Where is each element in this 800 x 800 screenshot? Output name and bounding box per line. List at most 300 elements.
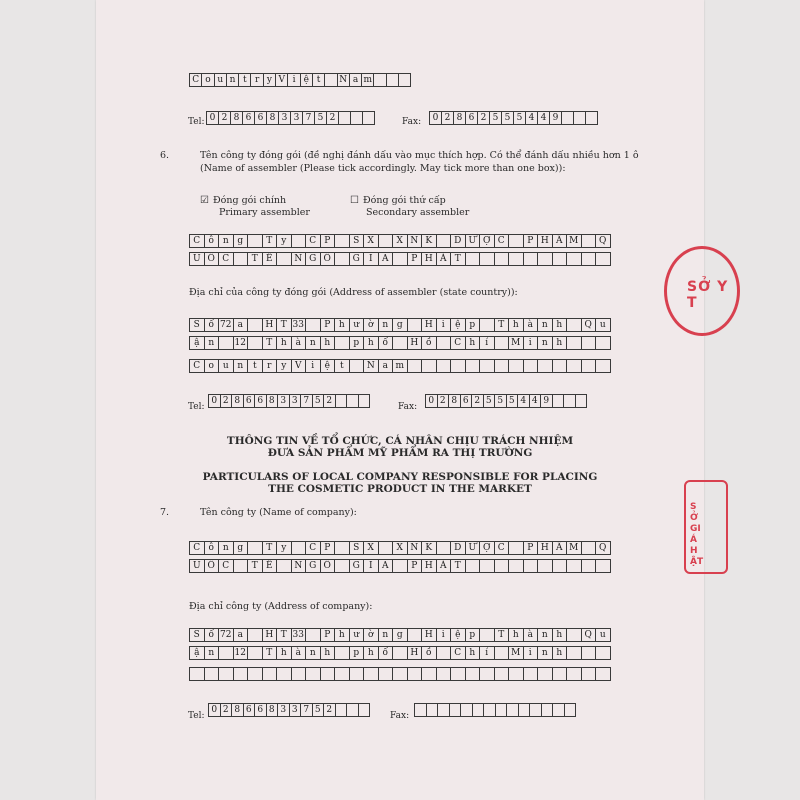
form-cell: [495, 253, 510, 266]
form-cell: M: [509, 647, 524, 660]
form-cell: 72: [219, 319, 234, 332]
form-cell: [565, 704, 577, 717]
form-cell: [336, 704, 348, 717]
form-cell: [399, 74, 411, 87]
heading-vi-line1: THÔNG TIN VỀ TỔ CHỨC, CÁ NHÂN CHỊU TRÁCH NHIỆM: [226, 435, 574, 447]
form-cell: ệ: [451, 319, 466, 332]
form-cell: g: [393, 629, 408, 642]
form-cell: H: [422, 629, 437, 642]
form-cell: ố: [379, 647, 394, 660]
form-cell: T: [248, 560, 263, 573]
form-cell: g: [234, 235, 249, 248]
form-cell: h: [553, 647, 568, 660]
form-cell: 3: [278, 395, 290, 408]
form-cell: [596, 560, 611, 573]
form-cell: [495, 560, 510, 573]
form-cell: 2: [478, 112, 490, 125]
form-cell: ậ: [190, 647, 205, 660]
form-cell: [292, 668, 307, 681]
form-cell: 5: [313, 704, 325, 717]
form-cell: 2: [221, 395, 233, 408]
form-cell: 3: [290, 395, 302, 408]
form-cell: n: [306, 647, 321, 660]
form-cell: 6: [244, 704, 256, 717]
form-cell: I: [364, 253, 379, 266]
form-cell: Ế: [263, 560, 278, 573]
form-cell: P: [321, 235, 336, 248]
form-cell: [596, 360, 611, 373]
form-cell: [524, 560, 539, 573]
form-cell: C: [190, 542, 205, 555]
form-cell: X: [364, 542, 379, 555]
section-6-number: 6.: [160, 150, 170, 161]
form-cell: V: [276, 74, 288, 87]
form-cell: h: [364, 337, 379, 350]
section-6-line2: (Name of assembler (Please tick accordingly. May tick more than one box)):: [200, 163, 566, 174]
form-cell: 6: [461, 395, 473, 408]
form-cell: [553, 560, 568, 573]
form-cell: 12: [234, 337, 249, 350]
tel-label: Tel:: [188, 117, 205, 127]
form-cell: [451, 668, 466, 681]
form-cell: [582, 337, 597, 350]
section-7-number: 7.: [160, 507, 170, 518]
form-cell: [567, 668, 582, 681]
form-cell: [336, 395, 348, 408]
form-cell: 8: [267, 704, 279, 717]
form-cell: H: [422, 560, 437, 573]
form-cell: 8: [232, 395, 244, 408]
secondary-assembler-vi: Đóng gói thứ cấp: [362, 195, 446, 206]
tel-cells: [206, 111, 375, 125]
form-cell: h: [553, 629, 568, 642]
form-cell: [480, 560, 495, 573]
company-fax-cells: [414, 703, 576, 717]
form-cell: [564, 395, 576, 408]
form-cell: [277, 253, 292, 266]
form-cell: ờ: [364, 319, 379, 332]
form-cell: T: [451, 253, 466, 266]
form-cell: T: [263, 337, 278, 350]
form-cell: u: [219, 360, 234, 373]
form-cell: i: [437, 629, 452, 642]
form-cell: ư: [350, 629, 365, 642]
form-cell: P: [321, 542, 336, 555]
form-cell: Ư: [466, 542, 481, 555]
form-cell: [466, 560, 481, 573]
form-cell: à: [524, 629, 539, 642]
form-cell: Q: [596, 542, 611, 555]
unchecked-box-icon[interactable]: ☐: [350, 195, 359, 206]
form-cell: [205, 668, 220, 681]
form-cell: [524, 253, 539, 266]
form-cell: [422, 668, 437, 681]
form-cell: [596, 337, 611, 350]
form-cell: u: [596, 629, 611, 642]
form-cell: [379, 668, 394, 681]
form-cell: P: [524, 542, 539, 555]
form-cell: M: [509, 337, 524, 350]
form-cell: [582, 647, 597, 660]
primary-assembler-option[interactable]: [200, 195, 286, 206]
form-cell: 2: [327, 112, 339, 125]
form-cell: a: [379, 360, 394, 373]
form-cell: [538, 560, 553, 573]
heading-en-line1: PARTICULARS OF LOCAL COMPANY RESPONSIBLE FOR PLACING: [202, 471, 598, 483]
form-cell: y: [277, 542, 292, 555]
form-cell: P: [408, 253, 423, 266]
form-cell: 6: [466, 112, 478, 125]
form-cell: [582, 542, 597, 555]
form-cell: ư: [350, 319, 365, 332]
assembler-tel-cells: [208, 394, 370, 408]
form-cell: C: [495, 542, 510, 555]
form-cell: 5: [315, 112, 327, 125]
seal-side-text: SỞ GIÁ HẬT: [690, 502, 704, 567]
form-cell: 2: [442, 112, 454, 125]
form-cell: i: [437, 319, 452, 332]
form-cell: p: [350, 337, 365, 350]
form-cell: C: [306, 542, 321, 555]
form-cell: [461, 704, 473, 717]
form-cell: 8: [231, 112, 243, 125]
form-cell: S: [190, 629, 205, 642]
form-cell: [190, 668, 205, 681]
form-cell: i: [524, 647, 539, 660]
form-cell: [509, 235, 524, 248]
form-cell: [437, 235, 452, 248]
form-cell: ố: [205, 319, 220, 332]
form-cell: [248, 629, 263, 642]
form-cell: [582, 360, 597, 373]
form-cell: t: [239, 74, 251, 87]
form-cell: D: [451, 542, 466, 555]
form-cell: [582, 235, 597, 248]
form-cell: 0: [209, 395, 221, 408]
form-cell: [408, 360, 423, 373]
form-cell: 6: [244, 395, 256, 408]
assembler-name-row-2: [189, 252, 611, 266]
form-cell: [415, 704, 427, 717]
form-cell: T: [263, 542, 278, 555]
form-cell: h: [364, 647, 379, 660]
form-cell: n: [538, 647, 553, 660]
form-cell: Ợ: [480, 542, 495, 555]
form-cell: T: [495, 319, 510, 332]
form-cell: t: [313, 74, 325, 87]
form-cell: N: [408, 235, 423, 248]
form-cell: 5: [514, 112, 526, 125]
form-cell: [379, 235, 394, 248]
form-cell: C: [190, 74, 202, 87]
form-cell: u: [596, 319, 611, 332]
form-cell: U: [190, 253, 205, 266]
form-cell: [437, 360, 452, 373]
form-cell: 3: [290, 704, 302, 717]
form-cell: Q: [582, 319, 597, 332]
form-cell: ồ: [422, 337, 437, 350]
form-cell: p: [466, 629, 481, 642]
company-name-label: Tên công ty (Name of company):: [200, 507, 357, 518]
form-cell: 4: [518, 395, 530, 408]
form-cell: g: [234, 542, 249, 555]
primary-assembler-vi: Đóng gói chính: [212, 195, 287, 206]
form-cell: [248, 542, 263, 555]
form-cell: [374, 74, 386, 87]
form-cell: S: [350, 542, 365, 555]
form-cell: h: [335, 319, 350, 332]
form-cell: [553, 253, 568, 266]
form-cell: 2: [438, 395, 450, 408]
form-cell: [335, 542, 350, 555]
form-cell: A: [379, 253, 394, 266]
form-cell: [359, 395, 371, 408]
form-cell: Ố: [205, 560, 220, 573]
form-cell: o: [205, 360, 220, 373]
form-cell: X: [393, 542, 408, 555]
assembler-name-row-1: [189, 234, 611, 248]
form-cell: [538, 253, 553, 266]
form-cell: H: [263, 319, 278, 332]
form-cell: i: [288, 74, 300, 87]
form-cell: C: [190, 235, 205, 248]
form-cell: P: [321, 319, 336, 332]
form-cell: [553, 704, 565, 717]
form-cell: n: [227, 74, 239, 87]
form-cell: n: [538, 319, 553, 332]
form-cell: [393, 668, 408, 681]
form-cell: ệ: [451, 629, 466, 642]
form-cell: V: [292, 360, 307, 373]
form-cell: [507, 704, 519, 717]
form-cell: g: [393, 319, 408, 332]
form-cell: [350, 360, 365, 373]
form-cell: [567, 337, 582, 350]
company-address-row-1: [189, 628, 611, 642]
form-cell: [248, 668, 263, 681]
form-cell: [586, 112, 598, 125]
form-cell: 2: [219, 112, 231, 125]
form-cell: D: [451, 235, 466, 248]
form-cell: [509, 560, 524, 573]
section-6-line1: Tên công ty đóng gói (đề nghị đánh dấu vào mục thích hợp. Có thể đánh dấu nhiều hơn 1 ô: [200, 150, 639, 161]
form-cell: 6: [243, 112, 255, 125]
form-cell: [347, 395, 359, 408]
form-cell: [509, 253, 524, 266]
form-cell: 4: [526, 112, 538, 125]
form-cell: n: [379, 629, 394, 642]
form-cell: H: [422, 253, 437, 266]
form-cell: 8: [449, 395, 461, 408]
form-cell: [393, 253, 408, 266]
form-cell: [437, 542, 452, 555]
form-cell: [422, 360, 437, 373]
form-cell: ố: [205, 629, 220, 642]
form-cell: N: [338, 74, 350, 87]
form-cell: 5: [313, 395, 325, 408]
form-cell: à: [292, 647, 307, 660]
form-cell: [509, 360, 524, 373]
form-cell: G: [350, 560, 365, 573]
form-cell: [234, 560, 249, 573]
form-cell: [325, 74, 337, 87]
form-cell: h: [553, 319, 568, 332]
form-cell: [582, 668, 597, 681]
form-cell: P: [408, 560, 423, 573]
form-cell: M: [567, 235, 582, 248]
form-cell: H: [263, 629, 278, 642]
form-cell: n: [219, 235, 234, 248]
form-cell: 33: [292, 629, 307, 642]
checked-box-icon[interactable]: ☑: [200, 195, 209, 206]
form-cell: [450, 704, 462, 717]
secondary-assembler-option[interactable]: [350, 195, 446, 206]
form-cell: 5: [490, 112, 502, 125]
assembler-address-row-3: [189, 359, 611, 373]
assembler-address-row-1: [189, 318, 611, 332]
company-tel-cells: [208, 703, 370, 717]
form-cell: Á: [437, 253, 452, 266]
form-cell: [339, 112, 351, 125]
form-cell: [387, 74, 399, 87]
form-cell: [292, 235, 307, 248]
heading-en-line2: THE COSMETIC PRODUCT IN THE MARKET: [268, 483, 532, 495]
form-cell: h: [321, 647, 336, 660]
form-cell: [219, 337, 234, 350]
form-cell: T: [495, 629, 510, 642]
form-cell: C: [451, 647, 466, 660]
form-cell: [524, 360, 539, 373]
form-cell: a: [234, 319, 249, 332]
form-cell: [480, 668, 495, 681]
form-cell: A: [379, 560, 394, 573]
form-cell: N: [408, 542, 423, 555]
form-cell: h: [466, 337, 481, 350]
form-cell: [562, 112, 574, 125]
form-cell: [495, 360, 510, 373]
official-seal-side: [684, 480, 728, 574]
form-cell: [335, 668, 350, 681]
form-cell: K: [422, 542, 437, 555]
form-cell: 4: [530, 395, 542, 408]
company-name-row-2: [189, 559, 611, 573]
company-address-row-2: [189, 646, 611, 660]
form-cell: ờ: [364, 629, 379, 642]
form-page: [96, 0, 704, 800]
form-cell: [567, 253, 582, 266]
form-cell: h: [335, 629, 350, 642]
form-cell: 2: [472, 395, 484, 408]
form-cell: C: [306, 235, 321, 248]
form-cell: [379, 542, 394, 555]
form-cell: [393, 560, 408, 573]
assembler-tel-label: Tel:: [188, 402, 205, 412]
form-cell: [480, 253, 495, 266]
form-cell: m: [393, 360, 408, 373]
form-cell: [480, 319, 495, 332]
form-cell: [351, 112, 363, 125]
form-cell: [567, 647, 582, 660]
primary-assembler-en: Primary assembler: [219, 207, 310, 218]
form-cell: a: [234, 629, 249, 642]
form-cell: 7: [301, 395, 313, 408]
form-cell: P: [321, 629, 336, 642]
form-cell: [567, 319, 582, 332]
form-cell: S: [190, 319, 205, 332]
form-cell: G: [306, 560, 321, 573]
form-cell: t: [248, 360, 263, 373]
form-cell: 2: [324, 395, 336, 408]
form-cell: 6: [255, 395, 267, 408]
form-cell: S: [350, 235, 365, 248]
form-cell: Ẩ: [553, 542, 568, 555]
form-cell: [263, 668, 278, 681]
form-cell: [466, 668, 481, 681]
fax-label: Fax:: [402, 117, 422, 127]
form-cell: C: [190, 360, 205, 373]
form-cell: [574, 112, 586, 125]
form-cell: 3: [278, 704, 290, 717]
form-cell: 7: [303, 112, 315, 125]
form-cell: [364, 668, 379, 681]
form-cell: 2: [221, 704, 233, 717]
form-cell: p: [350, 647, 365, 660]
assembler-fax-cells: [425, 394, 587, 408]
form-cell: H: [408, 647, 423, 660]
form-cell: [496, 704, 508, 717]
form-cell: t: [335, 360, 350, 373]
form-cell: u: [215, 74, 227, 87]
form-cell: [596, 253, 611, 266]
form-cell: y: [277, 360, 292, 373]
form-cell: i: [524, 337, 539, 350]
form-cell: 9: [550, 112, 562, 125]
form-cell: C: [219, 560, 234, 573]
form-cell: [466, 360, 481, 373]
form-cell: [359, 704, 371, 717]
form-cell: 8: [232, 704, 244, 717]
assembler-address-label: Địa chỉ của công ty đóng gói (Address of assembler (state country)):: [189, 287, 518, 298]
form-cell: m: [362, 74, 374, 87]
form-cell: H: [422, 319, 437, 332]
form-cell: N: [292, 560, 307, 573]
form-cell: a: [350, 74, 362, 87]
form-cell: [347, 704, 359, 717]
form-cell: Ô: [321, 560, 336, 573]
form-cell: T: [263, 235, 278, 248]
form-cell: 5: [495, 395, 507, 408]
form-cell: [393, 647, 408, 660]
form-cell: [576, 395, 588, 408]
form-cell: [306, 668, 321, 681]
form-cell: r: [251, 74, 263, 87]
form-cell: [553, 360, 568, 373]
form-cell: 3: [291, 112, 303, 125]
form-cell: [248, 337, 263, 350]
form-cell: [277, 668, 292, 681]
form-cell: [437, 647, 452, 660]
secondary-assembler-en: Secondary assembler: [366, 207, 470, 218]
form-cell: [248, 647, 263, 660]
form-cell: N: [292, 253, 307, 266]
form-cell: X: [364, 235, 379, 248]
form-cell: [553, 395, 565, 408]
company-address-row-3: [189, 667, 611, 681]
form-cell: [234, 668, 249, 681]
form-cell: N: [364, 360, 379, 373]
form-cell: [248, 235, 263, 248]
form-cell: 72: [219, 629, 234, 642]
